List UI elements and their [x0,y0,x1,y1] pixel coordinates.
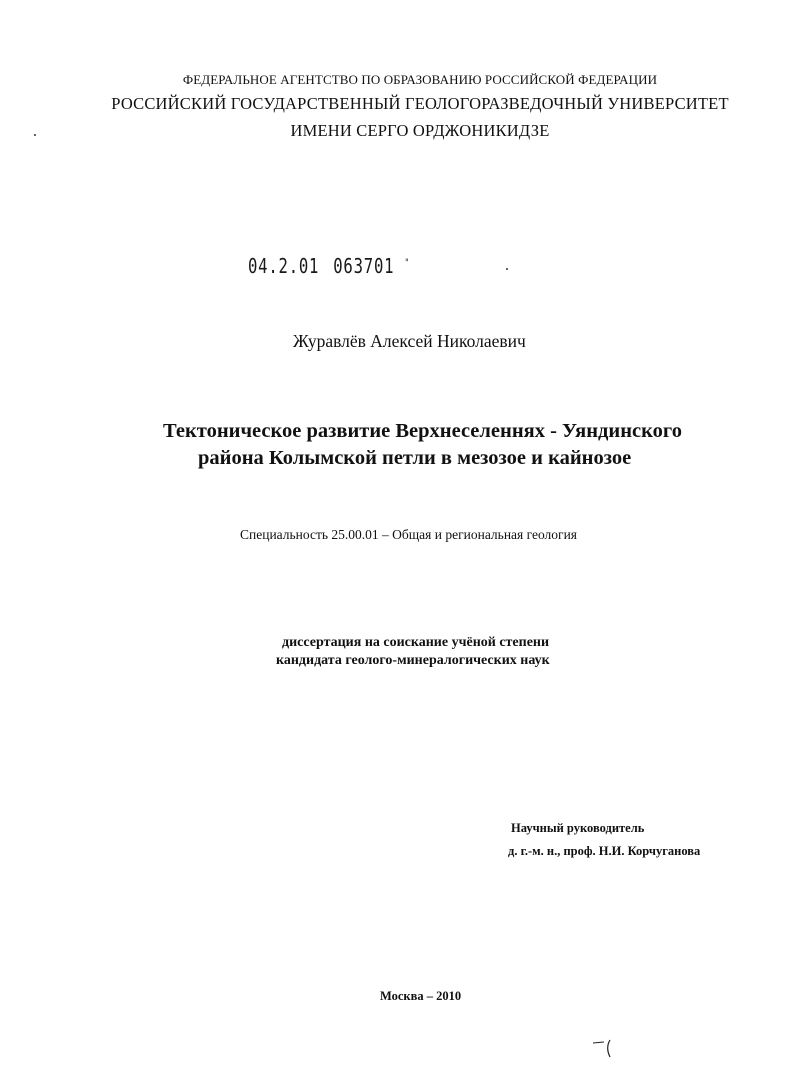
university-name: РОССИЙСКИЙ ГОСУДАРСТВЕННЫЙ ГЕОЛОГОРАЗВЕДОЧНЫЙ УНИВЕРСИТЕТ [111,94,729,113]
scan-speck [34,134,36,136]
registry-number [248,254,410,278]
dissertation-title-line-2: района Колымской петли в мезозое и кайнозое [198,447,632,469]
registry-number-part2: 063701 [333,254,395,278]
registry-number-suffix: " [404,257,410,269]
scan-speck [506,268,508,270]
handwritten-page-mark-icon [592,1036,616,1058]
degree-line-2: кандидата геолого-минералогических наук [276,653,550,668]
supervisor-label: Научный руководитель [511,821,645,835]
agency-header: ФЕДЕРАЛЬНОЕ АГЕНТСТВО ПО ОБРАЗОВАНИЮ РОССИЙСКОЙ ФЕДЕРАЦИИ [182,72,658,87]
university-named-after: ИМЕНИ СЕРГО ОРДЖОНИКИДЗЕ [290,121,550,140]
supervisor-name: д. г.-м. н., проф. Н.И. Корчуганова [508,844,701,858]
degree-line-1: диссертация на соискание учёной степени [282,635,550,650]
place-year: Москва – 2010 [380,989,462,1003]
registry-number-part1: 04.2.01 [248,254,320,278]
author-name: Журавлёв Алексей Николаевич [293,331,526,351]
specialty: Специальность 25.00.01 – Общая и региональная геология [240,527,578,542]
dissertation-title-line-1: Тектоническое развитие Верхнеселеннях - Уяндинского [163,420,682,442]
